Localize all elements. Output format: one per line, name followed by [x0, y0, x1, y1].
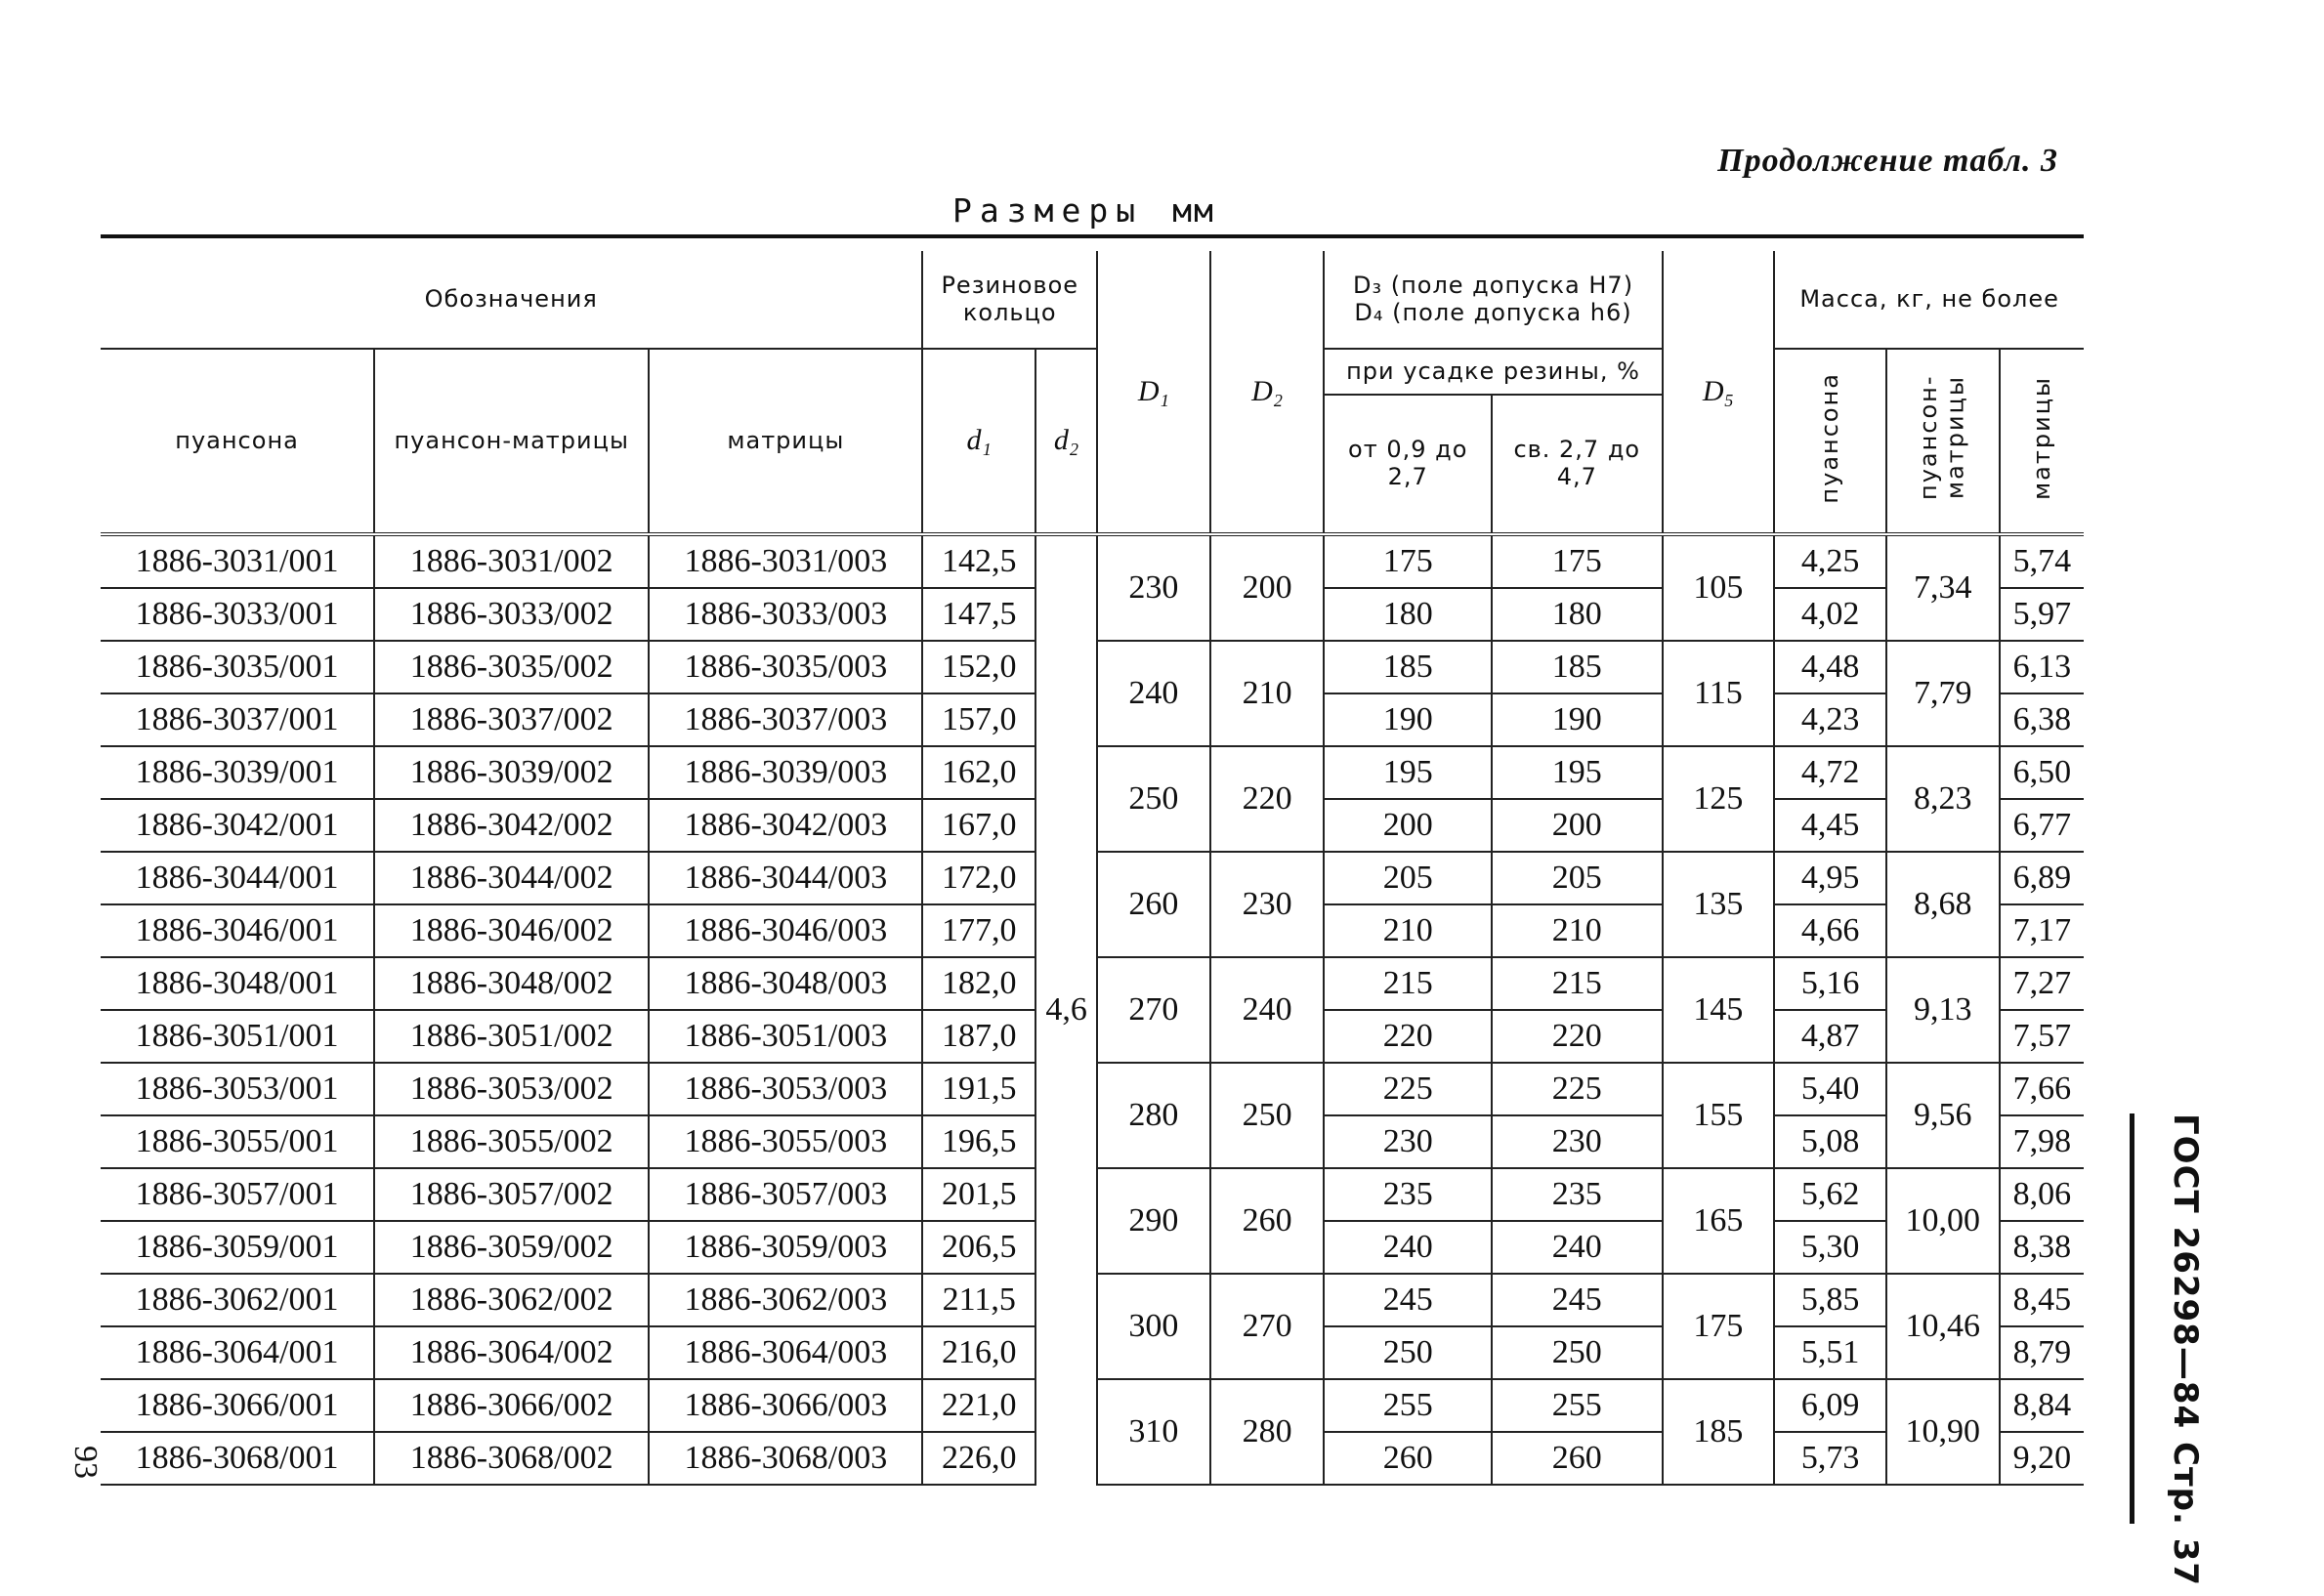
cell-mass-die: 6,13: [2000, 641, 2084, 693]
cell-d1: 226,0: [922, 1432, 1035, 1485]
dimensions-caption: [952, 191, 1215, 230]
cell-d1: 162,0: [922, 746, 1035, 799]
cell-punch-die-designation: 1886-3062/002: [374, 1274, 649, 1326]
cell-punch-designation: 1886-3064/001: [101, 1326, 374, 1379]
cell-mass-punch: 6,09: [1774, 1379, 1886, 1432]
header-mass-punch-die: [1886, 349, 2000, 534]
cell-punch-die-designation: 1886-3035/002: [374, 641, 649, 693]
cell-mass-die: 8,79: [2000, 1326, 2084, 1379]
cell-D3-D4-shrink-a: 220: [1324, 1010, 1492, 1063]
cell-punch-die-designation: 1886-3059/002: [374, 1221, 649, 1274]
cell-D3-D4-shrink-a: 225: [1324, 1063, 1492, 1115]
cell-D3-D4-shrink-a: 245: [1324, 1274, 1492, 1326]
header-D3-D4: [1324, 251, 1662, 349]
header-rubber-ring: Резиновое кольцо: [922, 251, 1097, 349]
cell-D2: 250: [1210, 1063, 1325, 1168]
cell-mass-punch-die: 8,23: [1886, 746, 2000, 852]
cell-D2: 260: [1210, 1168, 1325, 1274]
cell-d1: 191,5: [922, 1063, 1035, 1115]
cell-die-designation: 1886-3033/003: [649, 588, 922, 641]
cell-d1: 182,0: [922, 957, 1035, 1010]
cell-punch-designation: 1886-3039/001: [101, 746, 374, 799]
cell-d1: 142,5: [922, 534, 1035, 588]
cell-punch-designation: 1886-3033/001: [101, 588, 374, 641]
cell-mass-punch: 5,30: [1774, 1221, 1886, 1274]
cell-mass-punch-die: 7,34: [1886, 534, 2000, 641]
cell-die-designation: 1886-3051/003: [649, 1010, 922, 1063]
cell-mass-die: 6,50: [2000, 746, 2084, 799]
header-designations: Обозначения: [101, 251, 922, 349]
cell-mass-punch-die: 10,46: [1886, 1274, 2000, 1379]
cell-D2: 220: [1210, 746, 1325, 852]
cell-punch-designation: 1886-3037/001: [101, 693, 374, 746]
cell-punch-die-designation: 1886-3066/002: [374, 1379, 649, 1432]
cell-mass-punch: 4,48: [1774, 641, 1886, 693]
cell-mass-punch-die: 9,13: [1886, 957, 2000, 1063]
cell-die-designation: 1886-3048/003: [649, 957, 922, 1010]
cell-D5: 135: [1663, 852, 1775, 957]
table-body: [101, 534, 2084, 1485]
cell-D3-D4-shrink-a: 205: [1324, 852, 1492, 904]
cell-mass-die: 8,45: [2000, 1274, 2084, 1326]
cell-punch-die-designation: 1886-3068/002: [374, 1432, 649, 1485]
cell-mass-punch: 5,62: [1774, 1168, 1886, 1221]
cell-die-designation: 1886-3064/003: [649, 1326, 922, 1379]
cell-mass-die: 6,77: [2000, 799, 2084, 852]
cell-D2: 270: [1210, 1274, 1325, 1379]
cell-punch-die-designation: 1886-3064/002: [374, 1326, 649, 1379]
header-mass-punch-die-label: пуансон-матрицы: [1915, 374, 1969, 501]
header-D3-line: D₃ (поле допуска H7): [1352, 271, 1634, 299]
cell-D3-D4-shrink-a: 230: [1324, 1115, 1492, 1168]
cell-D1: 290: [1097, 1168, 1210, 1274]
cell-mass-punch: 4,45: [1774, 799, 1886, 852]
cell-die-designation: 1886-3035/003: [649, 641, 922, 693]
gost-stamp: [2130, 1113, 2205, 1587]
cell-D3-D4-shrink-b: 255: [1492, 1379, 1663, 1432]
cell-D3-D4-shrink-a: 210: [1324, 904, 1492, 957]
cell-die-designation: 1886-3066/003: [649, 1379, 922, 1432]
cell-D5: 185: [1663, 1379, 1775, 1485]
cell-D3-D4-shrink-a: 215: [1324, 957, 1492, 1010]
cell-mass-punch-die: 10,00: [1886, 1168, 2000, 1274]
cell-punch-designation: 1886-3035/001: [101, 641, 374, 693]
cell-D5: 165: [1663, 1168, 1775, 1274]
table-continuation-caption: Продолжение табл. 3: [1717, 143, 2058, 179]
cell-D1: 240: [1097, 641, 1210, 746]
cell-D5: 155: [1663, 1063, 1775, 1168]
cell-d1: 221,0: [922, 1379, 1035, 1432]
cell-die-designation: 1886-3055/003: [649, 1115, 922, 1168]
cell-D3-D4-shrink-b: 200: [1492, 799, 1663, 852]
cell-d1: 172,0: [922, 852, 1035, 904]
header-shrinkage: при усадке резины, %: [1324, 349, 1662, 395]
cell-D3-D4-shrink-b: 205: [1492, 852, 1663, 904]
cell-punch-designation: 1886-3057/001: [101, 1168, 374, 1221]
cell-mass-punch: 5,73: [1774, 1432, 1886, 1485]
cell-punch-die-designation: 1886-3046/002: [374, 904, 649, 957]
cell-D1: 310: [1097, 1379, 1210, 1485]
cell-die-designation: 1886-3057/003: [649, 1168, 922, 1221]
cell-D1: 280: [1097, 1063, 1210, 1168]
cell-D2: 240: [1210, 957, 1325, 1063]
cell-D3-D4-shrink-b: 190: [1492, 693, 1663, 746]
cell-D5: 125: [1663, 746, 1775, 852]
cell-D1: 300: [1097, 1274, 1210, 1379]
cell-punch-die-designation: 1886-3057/002: [374, 1168, 649, 1221]
cell-die-designation: 1886-3042/003: [649, 799, 922, 852]
header-D2: D₂: [1210, 251, 1325, 534]
header-mass-punch-label: пуансона: [1815, 371, 1843, 504]
cell-D3-D4-shrink-b: 175: [1492, 534, 1663, 588]
cell-mass-die: 7,57: [2000, 1010, 2084, 1063]
cell-mass-die: 7,17: [2000, 904, 2084, 957]
cell-mass-punch: 5,08: [1774, 1115, 1886, 1168]
header-shrink-a: от 0,9 до 2,7: [1324, 395, 1492, 533]
dimensions-label: Размеры: [952, 191, 1144, 230]
cell-die-designation: 1886-3037/003: [649, 693, 922, 746]
cell-punch-designation: 1886-3062/001: [101, 1274, 374, 1326]
cell-D3-D4-shrink-b: 250: [1492, 1326, 1663, 1379]
cell-D3-D4-shrink-a: 240: [1324, 1221, 1492, 1274]
cell-D3-D4-shrink-b: 225: [1492, 1063, 1663, 1115]
cell-D3-D4-shrink-a: 185: [1324, 641, 1492, 693]
cell-mass-die: 8,84: [2000, 1379, 2084, 1432]
cell-mass-die: 6,89: [2000, 852, 2084, 904]
header-D1: D₁: [1097, 251, 1210, 534]
cell-punch-designation: 1886-3031/001: [101, 534, 374, 588]
header-shrink-b: св. 2,7 до 4,7: [1492, 395, 1663, 533]
cell-punch-die-designation: 1886-3033/002: [374, 588, 649, 641]
cell-D1: 270: [1097, 957, 1210, 1063]
header-punch-die: пуансон-матрицы: [374, 349, 649, 534]
cell-D2: 210: [1210, 641, 1325, 746]
cell-mass-die: 5,97: [2000, 588, 2084, 641]
cell-D2: 230: [1210, 852, 1325, 957]
cell-d2: 4,6: [1035, 534, 1097, 1485]
cell-mass-punch: 5,40: [1774, 1063, 1886, 1115]
cell-mass-die: 8,38: [2000, 1221, 2084, 1274]
cell-punch-designation: 1886-3059/001: [101, 1221, 374, 1274]
cell-mass-punch: 4,72: [1774, 746, 1886, 799]
table-row: [101, 534, 2084, 588]
cell-mass-die: 6,38: [2000, 693, 2084, 746]
cell-D3-D4-shrink-a: 255: [1324, 1379, 1492, 1432]
cell-d1: 211,5: [922, 1274, 1035, 1326]
header-die: матрицы: [649, 349, 922, 534]
cell-mass-punch-die: 7,79: [1886, 641, 2000, 746]
cell-punch-designation: 1886-3042/001: [101, 799, 374, 852]
cell-d1: 152,0: [922, 641, 1035, 693]
cell-D3-D4-shrink-a: 195: [1324, 746, 1492, 799]
cell-D3-D4-shrink-b: 215: [1492, 957, 1663, 1010]
header-punch: пуансона: [101, 349, 374, 534]
cell-punch-die-designation: 1886-3055/002: [374, 1115, 649, 1168]
cell-d1: 206,5: [922, 1221, 1035, 1274]
cell-mass-die: 7,27: [2000, 957, 2084, 1010]
cell-D3-D4-shrink-a: 235: [1324, 1168, 1492, 1221]
cell-D3-D4-shrink-b: 185: [1492, 641, 1663, 693]
cell-mass-die: 7,98: [2000, 1115, 2084, 1168]
cell-D5: 175: [1663, 1274, 1775, 1379]
cell-d1: 216,0: [922, 1326, 1035, 1379]
cell-mass-punch: 5,16: [1774, 957, 1886, 1010]
cell-D3-D4-shrink-a: 250: [1324, 1326, 1492, 1379]
top-rule: [101, 234, 2084, 238]
cell-D5: 145: [1663, 957, 1775, 1063]
cell-D3-D4-shrink-a: 200: [1324, 799, 1492, 852]
cell-punch-die-designation: 1886-3042/002: [374, 799, 649, 852]
cell-d1: 167,0: [922, 799, 1035, 852]
cell-punch-die-designation: 1886-3031/002: [374, 534, 649, 588]
cell-D3-D4-shrink-b: 195: [1492, 746, 1663, 799]
header-D4-line: D₄ (поле допуска h6): [1354, 298, 1632, 326]
cell-punch-designation: 1886-3048/001: [101, 957, 374, 1010]
units-label: мм: [1172, 191, 1215, 230]
cell-D2: 200: [1210, 534, 1325, 641]
cell-mass-punch-die: 9,56: [1886, 1063, 2000, 1168]
cell-D3-D4-shrink-a: 175: [1324, 534, 1492, 588]
cell-d1: 147,5: [922, 588, 1035, 641]
cell-D3-D4-shrink-b: 210: [1492, 904, 1663, 957]
cell-punch-die-designation: 1886-3053/002: [374, 1063, 649, 1115]
cell-punch-designation: 1886-3068/001: [101, 1432, 374, 1485]
cell-punch-die-designation: 1886-3039/002: [374, 746, 649, 799]
cell-D3-D4-shrink-b: 245: [1492, 1274, 1663, 1326]
cell-die-designation: 1886-3059/003: [649, 1221, 922, 1274]
cell-mass-punch-die: 10,90: [1886, 1379, 2000, 1485]
cell-d1: 187,0: [922, 1010, 1035, 1063]
cell-punch-designation: 1886-3046/001: [101, 904, 374, 957]
cell-D1: 260: [1097, 852, 1210, 957]
cell-punch-die-designation: 1886-3051/002: [374, 1010, 649, 1063]
cell-mass-punch: 4,87: [1774, 1010, 1886, 1063]
cell-punch-die-designation: 1886-3044/002: [374, 852, 649, 904]
cell-mass-die: 9,20: [2000, 1432, 2084, 1485]
cell-D3-D4-shrink-b: 230: [1492, 1115, 1663, 1168]
cell-d1: 201,5: [922, 1168, 1035, 1221]
cell-D3-D4-shrink-b: 260: [1492, 1432, 1663, 1485]
cell-d1: 177,0: [922, 904, 1035, 957]
dimensions-table: [101, 251, 2084, 1486]
cell-punch-die-designation: 1886-3048/002: [374, 957, 649, 1010]
header-D5: D₅: [1663, 251, 1775, 534]
cell-D2: 280: [1210, 1379, 1325, 1485]
header-mass: Масса, кг, не более: [1774, 251, 2084, 349]
cell-D3-D4-shrink-a: 180: [1324, 588, 1492, 641]
cell-mass-punch: 4,95: [1774, 852, 1886, 904]
cell-D5: 105: [1663, 534, 1775, 641]
header-mass-die: [2000, 349, 2084, 534]
cell-mass-punch: 5,51: [1774, 1326, 1886, 1379]
cell-D3-D4-shrink-a: 190: [1324, 693, 1492, 746]
cell-mass-punch: 4,25: [1774, 534, 1886, 588]
cell-mass-punch: 4,02: [1774, 588, 1886, 641]
gost-stamp-text: ГОСТ 26298—84 Стр. 37: [2166, 1113, 2205, 1587]
cell-mass-die: 5,74: [2000, 534, 2084, 588]
cell-punch-designation: 1886-3055/001: [101, 1115, 374, 1168]
cell-punch-die-designation: 1886-3037/002: [374, 693, 649, 746]
cell-punch-designation: 1886-3051/001: [101, 1010, 374, 1063]
cell-mass-punch: 4,23: [1774, 693, 1886, 746]
header-mass-die-label: матрицы: [2027, 375, 2055, 500]
cell-die-designation: 1886-3046/003: [649, 904, 922, 957]
cell-die-designation: 1886-3053/003: [649, 1063, 922, 1115]
cell-mass-die: 8,06: [2000, 1168, 2084, 1221]
cell-D3-D4-shrink-a: 260: [1324, 1432, 1492, 1485]
cell-mass-punch-die: 8,68: [1886, 852, 2000, 957]
cell-punch-designation: 1886-3044/001: [101, 852, 374, 904]
cell-D1: 230: [1097, 534, 1210, 641]
cell-die-designation: 1886-3044/003: [649, 852, 922, 904]
cell-d1: 157,0: [922, 693, 1035, 746]
cell-D3-D4-shrink-b: 220: [1492, 1010, 1663, 1063]
header-d2: d₂: [1035, 349, 1097, 534]
cell-die-designation: 1886-3039/003: [649, 746, 922, 799]
header-d1: d₁: [922, 349, 1035, 534]
page-number: 93: [67, 1446, 104, 1479]
cell-D1: 250: [1097, 746, 1210, 852]
cell-die-designation: 1886-3068/003: [649, 1432, 922, 1485]
cell-die-designation: 1886-3031/003: [649, 534, 922, 588]
cell-D3-D4-shrink-b: 235: [1492, 1168, 1663, 1221]
cell-D5: 115: [1663, 641, 1775, 746]
cell-D3-D4-shrink-b: 240: [1492, 1221, 1663, 1274]
cell-mass-punch: 4,66: [1774, 904, 1886, 957]
cell-punch-designation: 1886-3066/001: [101, 1379, 374, 1432]
cell-punch-designation: 1886-3053/001: [101, 1063, 374, 1115]
cell-die-designation: 1886-3062/003: [649, 1274, 922, 1326]
cell-d1: 196,5: [922, 1115, 1035, 1168]
cell-mass-punch: 5,85: [1774, 1274, 1886, 1326]
header-mass-punch: [1774, 349, 1886, 534]
cell-mass-die: 7,66: [2000, 1063, 2084, 1115]
cell-D3-D4-shrink-b: 180: [1492, 588, 1663, 641]
